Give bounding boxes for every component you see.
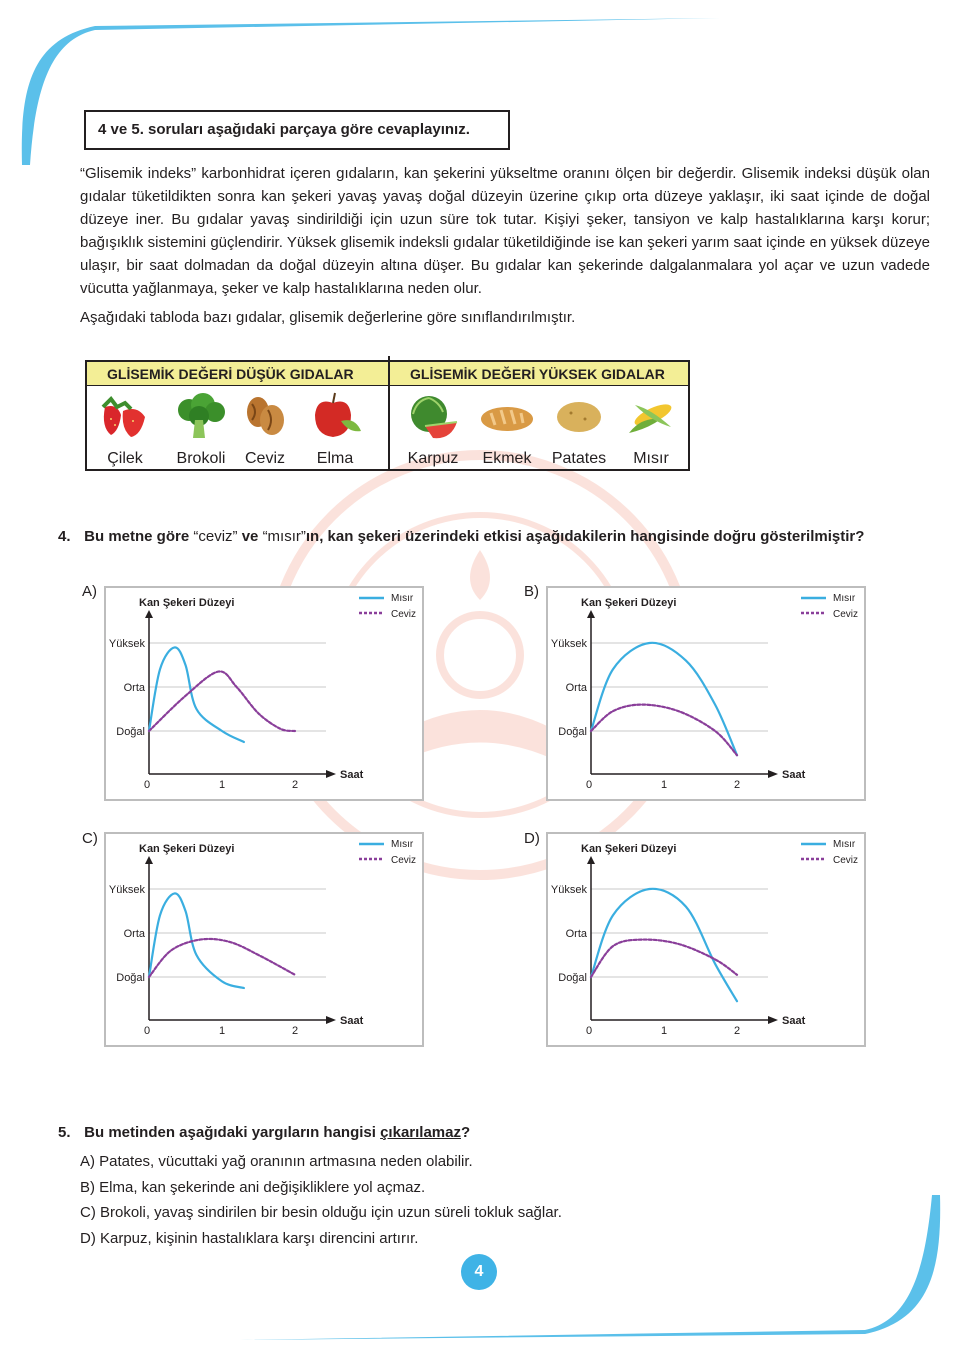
food-name: Karpuz [407, 450, 459, 467]
x-tick-label: 0 [143, 1025, 151, 1037]
x-tick-label: 1 [660, 779, 668, 791]
y-axis-title: Kan Şekeri Düzeyi [139, 843, 235, 855]
food-name: Patates [551, 450, 607, 467]
answer-option-c[interactable]: C) Brokoli, yavaş sindirilen bir besin olduğu için uzun süreli tokluk sağlar. [80, 1204, 562, 1221]
chart-border [547, 833, 865, 1046]
page-number: 4 [461, 1254, 497, 1290]
question-underlined: çıkarılamaz [380, 1124, 461, 1141]
x-axis-label: Saat [340, 1015, 364, 1027]
legend-label: Mısır [833, 839, 856, 850]
food-item [469, 388, 545, 468]
food-item [541, 388, 617, 468]
x-tick-label: 2 [291, 1025, 299, 1037]
question-text: ve [241, 528, 259, 545]
chart-border [105, 833, 423, 1046]
food-item [395, 388, 471, 468]
answer-option-a[interactable]: A) Patates, vücuttaki yağ oranının artmasına neden olabilir. [80, 1153, 473, 1170]
x-tick-label: 2 [733, 779, 741, 791]
legend-label: Mısır [833, 593, 856, 604]
question-text: Bu metne göre [84, 528, 190, 545]
x-axis-label: Saat [782, 769, 806, 781]
y-level-label: Doğal [558, 726, 587, 738]
question-number: 4. [58, 528, 71, 545]
food-item [297, 388, 373, 468]
legend-label: Mısır [391, 593, 414, 604]
high-gi-header: GLİSEMİK DEĞERİ YÜKSEK GIDALAR [390, 362, 688, 386]
food-table [85, 360, 690, 471]
chart-border [547, 587, 865, 800]
option-label-b[interactable]: B) [524, 583, 539, 600]
x-tick-label: 0 [585, 779, 593, 791]
food-item [227, 388, 303, 468]
x-tick-label: 1 [218, 779, 226, 791]
walnut-icon [227, 388, 303, 446]
chart-a [104, 586, 424, 801]
answer-option-b[interactable]: B) Elma, kan şekerinde ani değişikliklere yol açmaz. [80, 1179, 426, 1196]
x-tick-label: 1 [218, 1025, 226, 1037]
food-name: Çilek [107, 450, 143, 467]
x-tick-label: 2 [291, 779, 299, 791]
x-tick-label: 0 [143, 779, 151, 791]
y-level-label: Yüksek [550, 638, 587, 650]
option-label-d[interactable]: D) [524, 830, 540, 847]
question-number: 5. [58, 1124, 71, 1141]
y-level-label: Yüksek [108, 638, 145, 650]
option-label-a[interactable]: A) [82, 583, 97, 600]
instruction-box: 4 ve 5. soruları aşağıdaki parçaya göre cevaplayınız. [84, 110, 510, 150]
apple-icon [297, 388, 373, 446]
y-level-label: Yüksek [108, 884, 145, 896]
y-axis-title: Kan Şekeri Düzeyi [581, 843, 677, 855]
table-divider [388, 356, 390, 471]
food-name: Ekmek [482, 450, 532, 467]
legend-label: Ceviz [391, 855, 417, 866]
chart-c [104, 832, 424, 1047]
food-name: Elma [316, 450, 354, 467]
x-tick-label: 0 [585, 1025, 593, 1037]
low-gi-header: GLİSEMİK DEĞERİ DÜŞÜK GIDALAR [87, 362, 389, 386]
corn-icon [613, 388, 689, 446]
legend-label: Ceviz [391, 609, 417, 620]
legend-label: Mısır [391, 839, 414, 850]
y-axis-title: Kan Şekeri Düzeyi [581, 597, 677, 609]
chart-border [105, 587, 423, 800]
x-tick-label: 1 [660, 1025, 668, 1037]
question-quote: “ceviz” [193, 528, 238, 545]
y-level-label: Doğal [116, 972, 145, 984]
legend-label: Ceviz [833, 609, 859, 620]
bread-icon [469, 388, 545, 446]
y-axis-title: Kan Şekeri Düzeyi [139, 597, 235, 609]
potato-icon [541, 388, 617, 446]
y-level-label: Orta [565, 682, 587, 694]
option-label-c[interactable]: C) [82, 830, 98, 847]
x-axis-label: Saat [782, 1015, 806, 1027]
food-item [87, 388, 163, 468]
x-axis-label: Saat [340, 769, 364, 781]
food-name: Mısır [633, 450, 669, 467]
food-name: Ceviz [244, 450, 285, 467]
question-5 [58, 1124, 470, 1141]
food-name: Brokoli [176, 450, 226, 467]
x-tick-label: 2 [733, 1025, 741, 1037]
question-text: ın, kan şekeri üzerindeki etkisi aşağıdakilerin hangisinde doğru gösterilmiştir? [305, 528, 865, 545]
food-item [613, 388, 689, 468]
strawberry-icon [87, 388, 163, 446]
y-level-label: Yüksek [550, 884, 587, 896]
answer-option-d[interactable]: D) Karpuz, kişinin hastalıklara karşı direncini artırır. [80, 1230, 419, 1247]
chart-d [546, 832, 866, 1047]
watermelon-icon [395, 388, 471, 446]
table-intro: Aşağıdaki tabloda bazı gıdalar, glisemik değerlerine göre sınıflandırılmıştır. [80, 309, 576, 326]
y-level-label: Orta [565, 928, 587, 940]
question-quote: “mısır” [262, 528, 306, 545]
y-level-label: Orta [123, 928, 145, 940]
y-level-label: Doğal [116, 726, 145, 738]
chart-b [546, 586, 866, 801]
y-level-label: Doğal [558, 972, 587, 984]
passage-text: “Glisemik indeks” karbonhidrat içeren gıdaların, kan şekerini yükseltme oranını ölçen bir değerdir. Glisemik indeksi düşük olan gıdalar tüketildikten sonra kan şekeri yavaş yavaş doğal düzeyin üzerine çıkıp orta düzeye yaklaşır, iki saat içinde de doğal düzeye iner. Bu gıdalar yavaş sindirildiği için uzun süre tok tutar. Kişiyi şeker, tansiyon ve kalp hastalıklarına karşı korur; bağışıklık sistemini güçlendirir. Yüksek glisemik indeksli gıdalar tüketildiğinde ise kan şekeri yarım saat içinde en yüksek düzeye ulaşır, bir saat dolmadan da doğal düzeyin altına düşer. Bu gıdalar kan şekerinde dalgalanmalara yol açar ve uzun vadede vücutta yağlanmaya, şeker ve kalp hastalıklarına neden olur. [80, 165, 930, 297]
y-level-label: Orta [123, 682, 145, 694]
legend-label: Ceviz [833, 855, 859, 866]
question-4 [58, 528, 864, 545]
question-text: ? [460, 1124, 471, 1141]
question-text: Bu metinden aşağıdaki yargıların hangisi [84, 1124, 376, 1141]
